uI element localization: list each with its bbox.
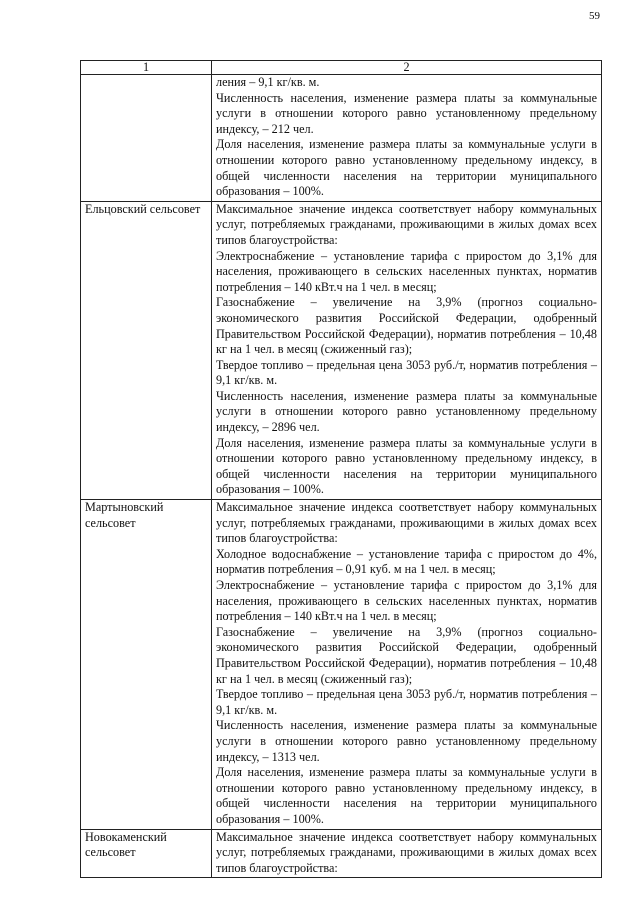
table-row bbox=[81, 500, 602, 829]
paragraph: Максимальное значение индекса соответствует набору коммунальных услуг, потребляемых гражданами, проживающими в жилых домах всех типов благоустройства: bbox=[216, 500, 597, 546]
table-row bbox=[81, 829, 602, 878]
description-cell bbox=[212, 201, 602, 499]
paragraph: Максимальное значение индекса соответствует набору коммунальных услуг, потребляемых гражданами, проживающими в жилых домах всех типов благоустройства: bbox=[216, 201, 597, 247]
paragraph: Твердое топливо – предельная цена 3053 руб./т, норматив потребления – 9,1 кг/кв. м. bbox=[216, 687, 597, 717]
table-row bbox=[81, 75, 602, 202]
municipality-name-cell bbox=[81, 75, 212, 202]
column-header-1: 1 bbox=[81, 61, 212, 75]
column-header-2: 2 bbox=[212, 61, 602, 75]
paragraph: Доля населения, изменение размера платы за коммунальные услуги в отношении которого равно установленному предельному индексу, в общей численности населения на территории муниципального образования – 100%. bbox=[216, 137, 597, 199]
paragraph: Численность населения, изменение размера платы за коммунальные услуги в отношении которого равно установленному предельному индексу, – 2896 чел. bbox=[216, 388, 597, 435]
municipality-name-cell: Мартыновский сельсовет bbox=[81, 500, 212, 829]
paragraph: Максимальное значение индекса соответствует набору коммунальных услуг, потребляемых гражданами, проживающими в жилых домах всех типов благоустройства: bbox=[216, 829, 597, 875]
paragraph: Доля населения, изменение размера платы за коммунальные услуги в отношении которого равно установленному предельному индексу, в общей численности населения на территории муниципального образования – 100%. bbox=[216, 765, 597, 826]
municipality-name-cell: Ельцовский сельсовет bbox=[81, 201, 212, 499]
page-number: 59 bbox=[589, 10, 600, 22]
paragraph: Холодное водоснабжение – установление тарифа с приростом до 4%, норматив потребления – 0,91 куб. м на 1 чел. в месяц; bbox=[216, 546, 597, 577]
paragraph: ления – 9,1 кг/кв. м. bbox=[216, 75, 320, 89]
paragraph: Твердое топливо – предельная цена 3053 руб./т, норматив потребления – 9,1 кг/кв. м. bbox=[216, 357, 597, 388]
table-row bbox=[81, 201, 602, 499]
indices-table bbox=[80, 60, 602, 878]
table-header-row bbox=[81, 61, 602, 75]
paragraph: Газоснабжение – увеличение на 3,9% (прогноз социально-экономического развития Российской Федерации, одобренный Правительством Российской Федерации), норматив потребления – 10,48 кг на 1 чел. в месяц (сжиженный газ); bbox=[216, 624, 597, 686]
paragraph: Электроснабжение – установление тарифа с приростом до 3,1% для населения, проживающего в сельских населенных пунктах, норматив потребления – 140 кВт.ч на 1 чел. в месяц; bbox=[216, 248, 597, 294]
description-cell bbox=[212, 75, 602, 202]
paragraph: Численность населения, изменение размера платы за коммунальные услуги в отношении которого равно установленному предельному индексу, – 1313 чел. bbox=[216, 718, 597, 764]
paragraph: Электроснабжение – установление тарифа с приростом до 3,1% для населения, проживающего в сельских населенных пунктах, норматив потребления – 140 кВт.ч на 1 чел. в месяц; bbox=[216, 578, 597, 624]
description-cell bbox=[212, 829, 602, 878]
paragraph: Численность населения, изменение размера платы за коммунальные услуги в отношении которого равно установленному предельному индексу, – 212 чел. bbox=[216, 90, 597, 136]
paragraph: Газоснабжение – увеличение на 3,9% (прогноз социально-экономического развития Российской Федерации, одобренный Правительством Российской Федерации), норматив потребления – 10,48 кг на 1 чел. в месяц (сжиженный газ); bbox=[216, 295, 597, 357]
paragraph: Доля населения, изменение размера платы за коммунальные услуги в отношении которого равно установленному предельному индексу, в общей численности населения на территории муниципального образования – 100%. bbox=[216, 435, 597, 497]
description-cell bbox=[212, 500, 602, 829]
municipality-name-cell: Новокаменский сельсовет bbox=[81, 829, 212, 878]
